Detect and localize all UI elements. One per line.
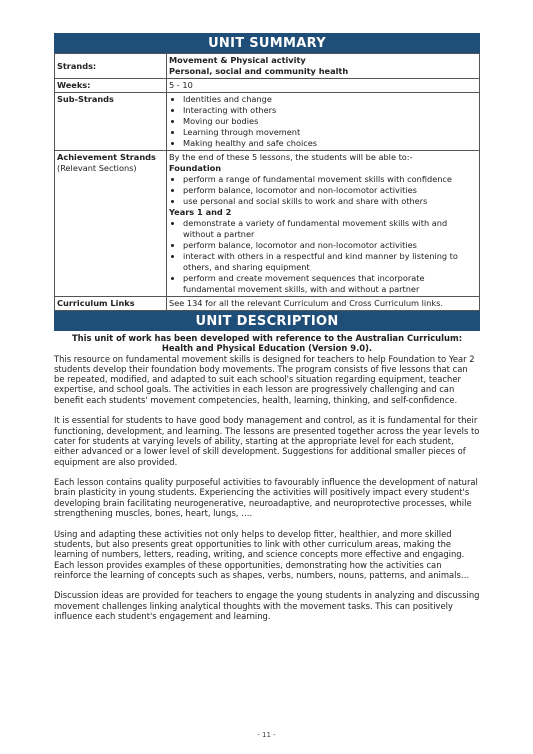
list-item: • perform and create movement sequences that incorporate fundamental movement skills, with and without a partner (183, 273, 477, 295)
list-item: • Learning through movement (183, 127, 477, 138)
description-paragraph: Using and adapting these activities not only helps to develop fitter, healthier, and more skilled students, but also presents great opportunities to link with other curriculum areas, making the learning of numbers, letters, reading, writing, and science concepts more effective and engaging. Each lesson provides examples of these opportunities, demonstrating how the activities can reinforce the learning of concepts such as shapes, verbs, numbers, nouns, patterns, and animals… (54, 528, 470, 580)
weeks-label: Weeks: (55, 79, 167, 93)
description-paragraph: Each lesson contains quality purposeful activities to favourably influence the development of natural brain plasticity in young students. Experiencing the activities will positively impact every student's developing brain facilitating neurogenerative, neuroadaptive, and neuroprotective processes, while strengthening muscles, bones, heart, lungs, …. (54, 477, 478, 519)
list-item: • Moving our bodies (183, 116, 477, 127)
description-lead: This unit of work has been developed with reference to the Australian Curriculum: Health and Physical Education (Version 9.0). (71, 333, 463, 354)
achievement-sublabel: (Relevant Sections) (57, 163, 137, 173)
list-item: • interact with others in a respectful and kind manner by listening to others, and sharing equipment (183, 251, 477, 273)
substrands-value (167, 93, 480, 151)
achievement-label: Achievement Strands (57, 152, 156, 162)
curriculum-row (55, 297, 480, 311)
list-item: • perform balance, locomotor and non-locomotor activities (183, 240, 477, 251)
page (54, 33, 480, 632)
description-paragraph: Discussion ideas are provided for teachers to engage the young students in analyzing and discussing movement challenges linking analytical thoughts with the movement tasks. This can positively influence each student's engagement and learning. (54, 590, 480, 622)
strands-value (167, 54, 480, 79)
substrands-list (169, 94, 477, 149)
years-heading: Years 1 and 2 (169, 207, 232, 217)
list-item: • perform a range of fundamental movement skills with confidence (183, 174, 477, 185)
achievement-label-cell (55, 151, 167, 297)
list-item: • Interacting with others (183, 105, 477, 116)
list-item: • use personal and social skills to work and share with others (183, 196, 477, 207)
achievement-value (167, 151, 480, 297)
strands-row (55, 54, 480, 79)
unit-summary-banner: UNIT SUMMARY (54, 33, 480, 53)
unit-description-banner: UNIT DESCRIPTION (54, 311, 480, 331)
weeks-row (55, 79, 480, 93)
achievement-row (55, 151, 480, 297)
description-paragraph: This resource on fundamental movement skills is designed for teachers to help Foundation to Year 2 students develop their foundation body movements. The program consists of five lessons that can be repeated, modified, and adapted to suit each school's situation regarding equipment, teacher expertise, and school goals. The activities in each lesson are progressively challenging and can benefit each students' movement competencies, health, learning, thinking, and self-confidence. (54, 353, 475, 405)
description-paragraph: It is essential for students to have good body management and control, as it is fundamental for their functioning, development, and learning. The lessons are presented together across the year levels to cater for students at varying levels of ability, starting at the appropriate level for each student, either advanced or a lower level of skill development. Suggestions for additional smaller pieces of equipment are also provided. (54, 415, 480, 467)
unit-summary-table (54, 53, 480, 311)
list-item: • Making healthy and safe choices (183, 138, 477, 149)
achievement-intro: By the end of these 5 lessons, the students will be able to:- (169, 152, 413, 162)
foundation-heading: Foundation (169, 163, 222, 173)
foundation-list (169, 174, 477, 207)
unit-description (54, 333, 480, 621)
years-list (169, 218, 477, 295)
strand-health: Personal, social and community health (169, 66, 349, 76)
list-item: • demonstrate a variety of fundamental movement skills with and without a partner (183, 218, 477, 240)
substrands-row (55, 93, 480, 151)
curriculum-label: Curriculum Links (55, 297, 167, 311)
curriculum-value: See 134 for all the relevant Curriculum and Cross Curriculum links. (167, 297, 480, 311)
weeks-value: 5 - 10 (167, 79, 480, 93)
substrands-label: Sub-Strands (55, 93, 167, 151)
page-number: - 11 - (257, 731, 276, 739)
strand-movement: Movement & Physical activity (169, 55, 306, 65)
strands-label: Strands: (55, 54, 167, 79)
list-item: • Identities and change (183, 94, 477, 105)
list-item: • perform balance, locomotor and non-locomotor activities (183, 185, 477, 196)
